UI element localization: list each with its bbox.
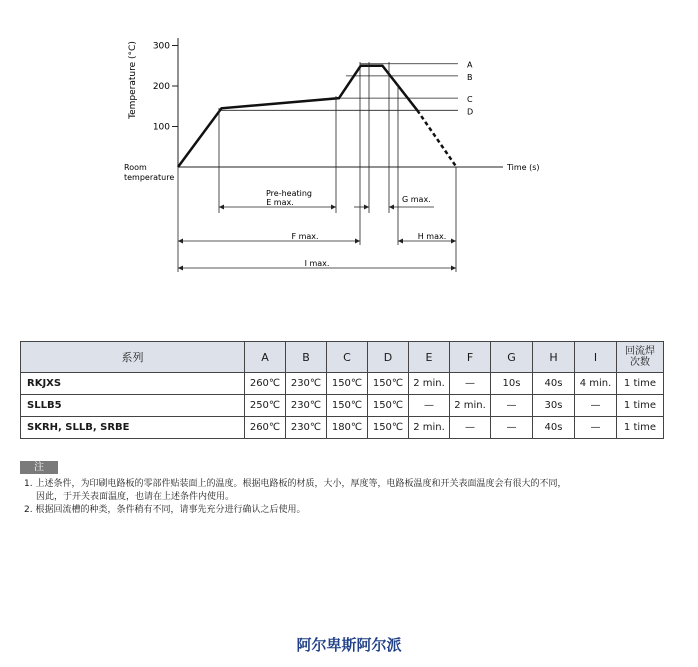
table-cell: 150℃ [368,417,409,439]
span-g-arrow-left [364,205,369,210]
y-ticks [153,42,178,133]
pre-heating-label: Pre-heating [265,189,313,198]
table-cell: 2 min. [450,395,491,417]
e-max-label: E max. [266,198,294,207]
table-cell: 40s [533,417,575,439]
column-header: A [245,342,286,373]
column-header: C [327,342,368,373]
note-2: 2. 根据回流槽的种类，条件稍有不同，请事先充分进行确认之后使用。 [24,505,306,515]
notes-block [24,478,624,517]
y-tick-label: 300 [152,41,170,52]
column-header: G [491,342,533,373]
table-body [21,373,664,439]
span-h-arrow-right [451,239,456,244]
table-cell: 150℃ [327,373,368,395]
curve-cooling-dashed [417,110,456,167]
table-cell: 260℃ [245,417,286,439]
span-h-arrow-left [398,239,403,244]
level-label-c: C [467,95,473,105]
table-row [21,395,664,417]
table-cell: — [491,417,533,439]
column-header: E [409,342,450,373]
span-f-arrow-left [178,239,183,244]
note-badge: 注 [20,461,58,474]
table-cell: 10s [491,373,533,395]
dimension-arrows [178,189,456,271]
temperature-curve [178,66,456,167]
table-header-row [21,342,664,373]
table-cell: 230℃ [286,417,327,439]
room-temp-label [124,163,174,182]
level-label-a: A [467,60,473,70]
table-cell: 1 time [617,417,664,439]
span-g-arrow-right [389,205,394,210]
table-cell: 250℃ [245,395,286,417]
table-cell: 150℃ [327,395,368,417]
g-max-label: G max. [402,195,431,204]
table-cell: 150℃ [368,395,409,417]
reflow-conditions-table [20,341,664,439]
table-cell: 30s [533,395,575,417]
column-header: B [286,342,327,373]
table-cell: — [409,395,450,417]
table-cell: — [575,417,617,439]
y-axis-label: Temperature (°C) [128,41,138,119]
column-header: F [450,342,491,373]
table-cell: 40s [533,373,575,395]
table-cell: 230℃ [286,395,327,417]
table-cell: 1 time [617,395,664,417]
table-cell: 230℃ [286,373,327,395]
series-cell: SKRH, SLLB, SRBE [21,417,245,439]
column-header: I [575,342,617,373]
room-temp-line-1: Room [124,163,147,172]
span-i-arrow-right [451,266,456,271]
h-max-label: H max. [417,232,447,241]
f-max-label: F max. [291,232,319,241]
span-pre-heating-arrow-right [331,205,336,210]
table-cell: 4 min. [575,373,617,395]
y-tick-label: 200 [152,82,170,92]
i-max-label: I max. [304,259,330,268]
series-cell: RKJXS [21,373,245,395]
table-cell: 260℃ [245,373,286,395]
level-label-d: D [467,107,474,117]
table-cell: 2 min. [409,373,450,395]
y-tick-label: 100 [152,122,170,133]
table-cell: — [450,373,491,395]
table-cell: 2 min. [409,417,450,439]
column-header: 回流焊 次数 [617,342,664,373]
column-header: H [533,342,575,373]
table-row [21,417,664,439]
note-1-continued: 因此，于开关表面温度，也请在上述条件内使用。 [36,492,235,502]
table-cell: — [491,395,533,417]
level-label-b: B [467,72,473,82]
span-i-arrow-left [178,266,183,271]
brand-footer: 阿尔卑斯阿尔派 [296,636,402,654]
table-cell: 180℃ [327,417,368,439]
x-axis-label: Time (s) [507,163,540,172]
table-cell: — [450,417,491,439]
note-1: 1. 上述条件，为印刷电路板的零部件贴装面上的温度。根据电路板的材质，大小，厚度等，电路板温度和开关表面温度会有很大的不同， [24,479,567,489]
table-cell: — [575,395,617,417]
table-cell: 1 time [617,373,664,395]
curve-solid [178,66,417,167]
column-header: D [368,342,409,373]
series-cell: SLLB5 [21,395,245,417]
table-row [21,373,664,395]
span-f-arrow-right [355,239,360,244]
room-temp-line-2: temperature [124,173,175,182]
column-header: 系列 [21,342,245,373]
span-pre-heating-arrow-left [219,205,224,210]
table-cell: 150℃ [368,373,409,395]
